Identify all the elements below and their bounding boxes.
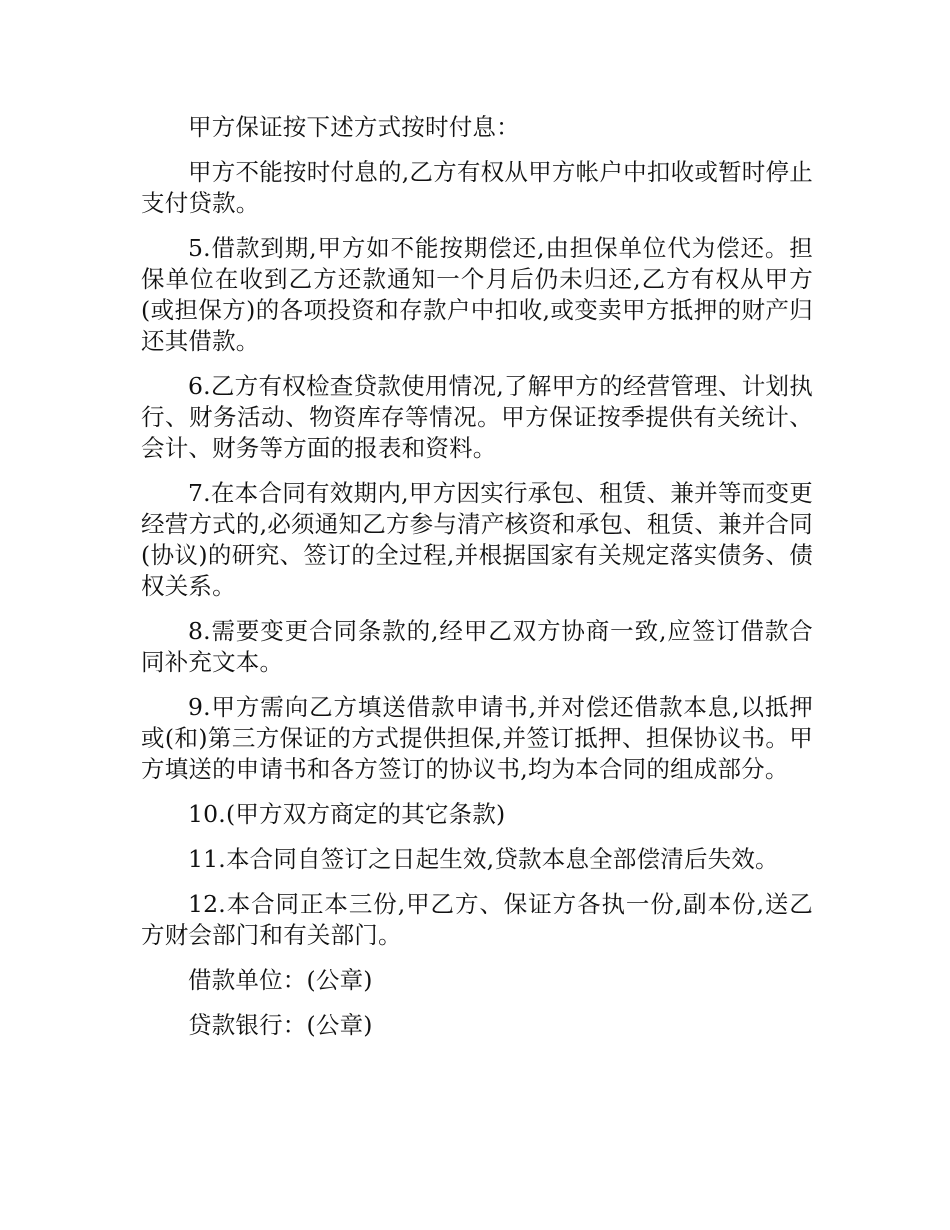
clause-10-paragraph: 10.(甲方双方商定的其它条款) [188,800,506,828]
late-interest-paragraph: 甲方不能按时付息的,乙方有权从甲方帐户中扣收或暂时停止支付贷款。 [141,158,813,217]
clause-6-paragraph: 6.乙方有权检查贷款使用情况,了解甲方的经营管理、计划执行、财务活动、物资库存等情况。甲方保证按季提供有关统计、会计、财务等方面的报表和资料。 [141,372,813,462]
clause-7-paragraph: 7.在本合同有效期内,甲方因实行承包、租赁、兼并等而变更经营方式的,必须通知乙方参与清产核资和承包、租赁、兼并合同(协议)的研究、签订的全过程,并根据国家有关规定落实债务、债权关系。 [141,479,813,600]
clause-8-paragraph: 8.需要变更合同条款的,经甲乙双方协商一致,应签订借款合同补充文本。 [141,617,813,676]
clause-9-paragraph: 9.甲方需向乙方填送借款申请书,并对偿还借款本息,以抵押或(和)第三方保证的方式提供担保,并签订抵押、担保协议书。甲方填送的申请书和各方签订的协议书,均为本合同的组成部分。 [141,693,813,783]
lender-signature-line: 贷款银行：(公章) [188,1011,373,1039]
clause-11-paragraph: 11.本合同自签订之日起生效,贷款本息全部偿清后失效。 [188,845,779,873]
document-body [141,112,813,1055]
clause-12-paragraph: 12.本合同正本三份,甲乙方、保证方各执一份,副本份,送乙方财会部门和有关部门。 [141,890,813,949]
clause-5-paragraph: 5.借款到期,甲方如不能按期偿还,由担保单位代为偿还。担保单位在收到乙方还款通知一个月后仍未归还,乙方有权从甲方(或担保方)的各项投资和存款户中扣收,或变卖甲方抵押的财产归还其借款。 [141,234,813,355]
borrower-signature-line: 借款单位：(公章) [188,966,373,994]
payment-method-paragraph: 甲方保证按下述方式按时付息： [188,113,520,141]
